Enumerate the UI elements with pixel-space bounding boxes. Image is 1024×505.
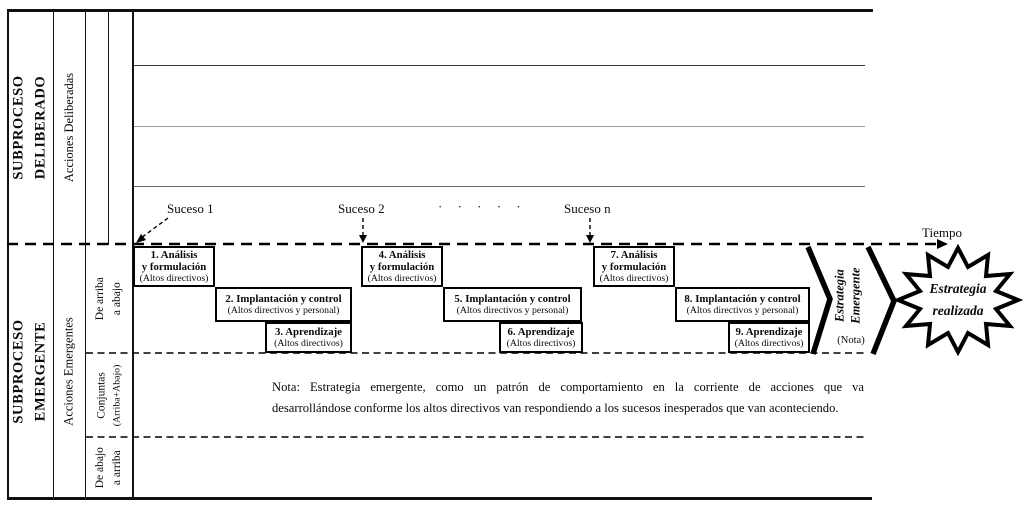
box1-title2: y formulación bbox=[141, 260, 207, 273]
box1-sub: (Altos directivos) bbox=[139, 273, 209, 285]
acciones-deliberadas-header bbox=[54, 10, 85, 244]
box5-title: 5. Implantación y control bbox=[454, 292, 571, 305]
row1-line2: a abajo bbox=[110, 282, 123, 315]
row-conjuntas bbox=[86, 354, 132, 436]
row2-line1: Conjuntas bbox=[95, 371, 108, 419]
nota-reference-label: (Nota) bbox=[837, 335, 865, 346]
subproceso-deliberado-header bbox=[8, 10, 53, 244]
process-box-6 bbox=[499, 322, 583, 353]
subproceso-deliberado-line2: DELIBERADO bbox=[33, 75, 50, 179]
estrategia-realizada-line1: Estrategia bbox=[929, 281, 987, 296]
subproceso-emergente-header bbox=[8, 245, 53, 497]
row-de-abajo-a-arriba bbox=[86, 438, 132, 497]
row1-line1: De arriba bbox=[94, 276, 107, 321]
box2-title: 2. Implantación y control bbox=[225, 292, 342, 305]
note-paragraph bbox=[272, 381, 864, 415]
row2-line2: (Arriba+Abajo) bbox=[111, 364, 123, 426]
suceso-2-arrowhead-icon bbox=[359, 235, 367, 243]
box3-sub: (Altos directivos) bbox=[274, 338, 343, 350]
box6-sub: (Altos directivos) bbox=[506, 338, 576, 350]
process-box-2 bbox=[215, 287, 352, 322]
suceso-1-label: Suceso 1 bbox=[167, 201, 214, 216]
estrategia-realizada-line2: realizada bbox=[932, 303, 984, 319]
tiempo-label: Tiempo bbox=[922, 225, 962, 240]
chevron-left-icon bbox=[808, 247, 830, 354]
suceso-n-label: Suceso n bbox=[564, 201, 611, 216]
acciones-deliberadas-label: Acciones Deliberadas bbox=[62, 72, 77, 182]
box1-title: 1. Análisis bbox=[150, 248, 198, 261]
suceso-n-arrowhead-icon bbox=[586, 235, 594, 243]
process-box-5 bbox=[443, 287, 582, 322]
subproceso-emergente-line1: SUBPROCESO bbox=[11, 318, 28, 424]
box4-sub: (Altos directivos) bbox=[367, 273, 437, 285]
subproceso-deliberado-line1: SUBPROCESO bbox=[11, 74, 28, 180]
acciones-emergentes-label: Acciones Emergentes bbox=[62, 316, 77, 426]
box7-title2: y formulación bbox=[601, 260, 667, 273]
row-de-arriba-a-abajo bbox=[86, 245, 132, 352]
row3-line1: De abajo bbox=[94, 446, 107, 489]
process-box-7 bbox=[593, 246, 675, 287]
box3-title: 3. Aprendizaje bbox=[275, 325, 342, 338]
process-box-3 bbox=[265, 322, 352, 353]
box8-title: 8. Implantación y control bbox=[684, 292, 801, 305]
estrategia-emergente-line2: Emergente bbox=[848, 267, 862, 324]
box2-sub: (Altos directivos y personal) bbox=[227, 305, 340, 317]
process-box-1 bbox=[133, 246, 215, 287]
process-box-4 bbox=[361, 246, 443, 287]
box5-sub: (Altos directivos y personal) bbox=[456, 305, 569, 317]
acciones-emergentes-header bbox=[54, 245, 85, 497]
estrategia-realizada-label bbox=[898, 278, 1018, 323]
process-box-8 bbox=[675, 287, 810, 322]
suceso-2-label: Suceso 2 bbox=[338, 201, 385, 216]
box8-sub: (Altos directivos y personal) bbox=[686, 305, 799, 317]
row3-line2: a arriba bbox=[110, 450, 123, 485]
estrategia-emergente-line1: Estrategia bbox=[832, 269, 847, 322]
process-box-9 bbox=[728, 322, 810, 353]
box6-title: 6. Aprendizaje bbox=[507, 325, 575, 338]
subproceso-emergente-line2: EMERGENTE bbox=[33, 321, 50, 421]
box9-title: 9. Aprendizaje bbox=[735, 325, 803, 338]
suceso-1-arrow bbox=[141, 218, 168, 238]
box7-title: 7. Análisis bbox=[610, 248, 658, 261]
ellipsis-dots: · · · · · bbox=[438, 199, 527, 214]
box4-title2: y formulación bbox=[369, 260, 435, 273]
estrategia-emergente-label bbox=[828, 253, 868, 338]
box7-sub: (Altos directivos) bbox=[599, 273, 669, 285]
note-line-1: Nota: Estrategia emergente, como un patrón de comportamiento en la corriente de acciones que va bbox=[272, 380, 864, 394]
box4-title: 4. Análisis bbox=[378, 248, 426, 261]
box9-sub: (Altos directivos) bbox=[734, 338, 804, 350]
note-line-2: desarrollándose conforme los altos directivos van respondiendo a los sucesos inesperados que van aconteciendo. bbox=[272, 401, 839, 416]
